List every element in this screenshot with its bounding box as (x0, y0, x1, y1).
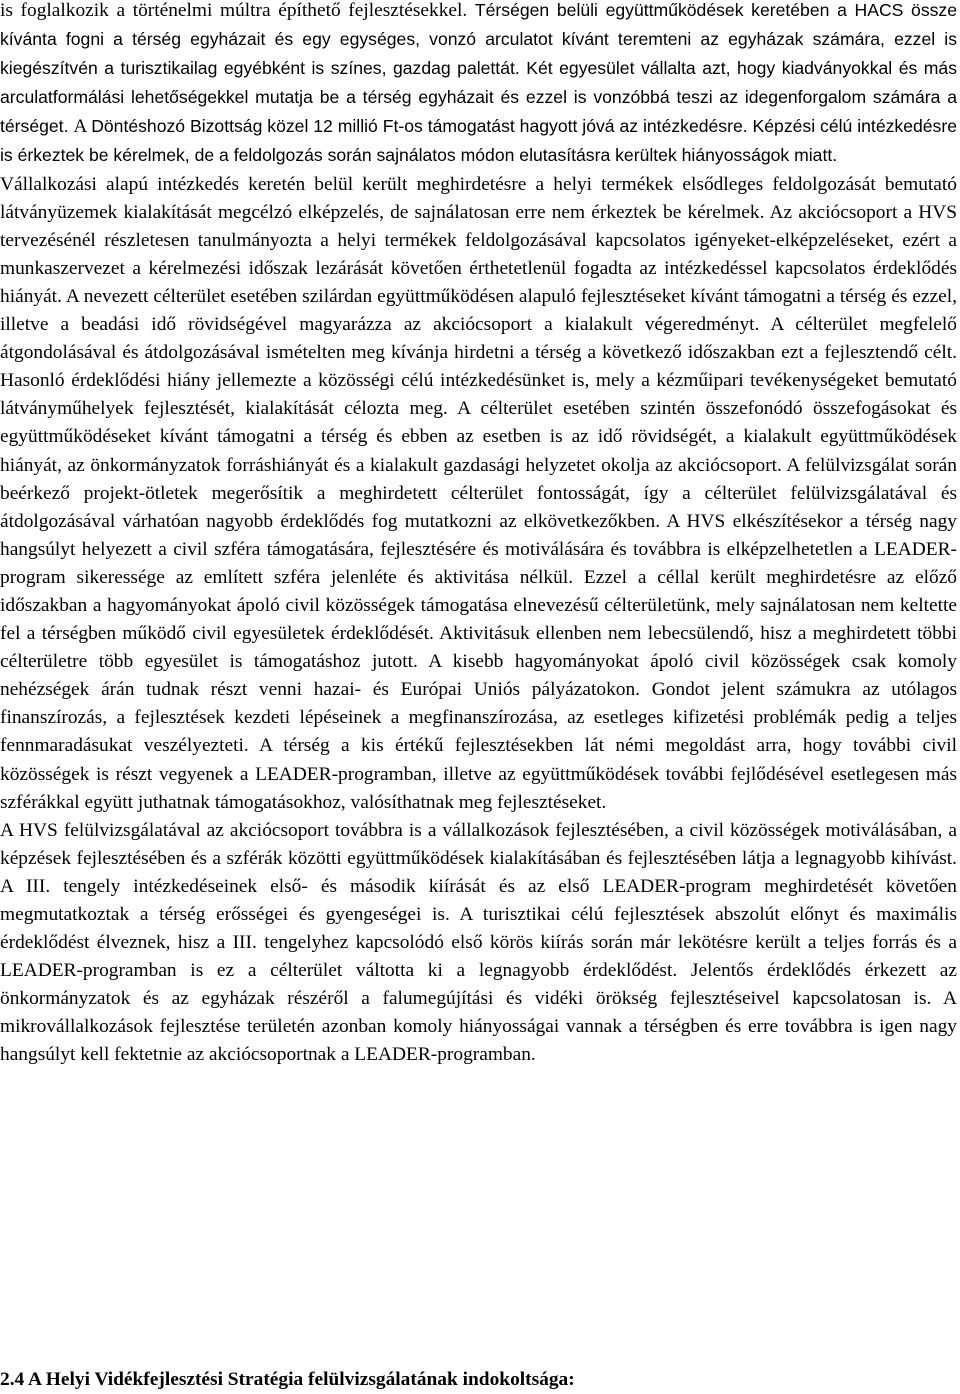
section-heading: 2.4 A Helyi Vidékfejlesztési Stratégia felülvizsgálatának indokoltsága: (0, 1369, 575, 1390)
paragraph-text-segment: is foglalkozik a történelmi múltra építhető fejlesztésekkel. (0, 0, 475, 21)
paragraph-hvs-review (0, 817, 957, 1070)
paragraph-text-segment: A HVS felülvizsgálatával az akciócsoport továbbra is a vállalkozások fejlesztésében, a civil közösségek motiválásában, a képzések fejlesztésében és a szférák közötti együttműködések kialakításában és fejlesztésében látja a legnagyobb kihívást. A III. tengely intézkedéseinek első- és második kiírását és az első LEADER-program meghirdetését követően megmutatkoztak a térség erősségei és gyengeségei is. A turisztikai célú fejlesztések abszolút előnyt és maximális érdeklődést élveznek, hisz a III. tengelyhez kapcsolódó első körös kiírás során már lekötésre került a teljes forrás és a LEADER-programban is ez a célterület váltotta ki a legnagyobb érdeklődést. Jelentős érdeklődés érkezett az önkormányzatok és az egyházak részéről a falumegújítási és vidéki örökség fejlesztéseivel kapcsolatosan is. A mikrovállalkozások fejlesztése területén azonban komoly hiányosságai vannak a térségben és erre továbbra is igen nagy hangsúlyt kell fektetnie az akciócsoportnak a LEADER-programban. (0, 819, 957, 1066)
paragraph-text-segment: Döntéshozó Bizottság közel 12 millió Ft-os támogatást hagyott jóvá az intézkedésre. Képzési célú intézkedésre is érkeztek be kérelmek, de a feldolgozás során sajnálatos módon elutasításra kerültek hiányosságok miatt. (0, 116, 957, 166)
paragraph-enterprise (0, 171, 957, 817)
paragraph-text-segment: A (73, 116, 92, 138)
paragraph-text-segment: Térségen belüli együttműködések keretében a HACS össze kívánta fogni a térség egyházait és egy egységes, vonzó arculatot kívánt teremteni az egyházak számára, ezzel is kiegészítvén a turisztikailag egyébként is színes, gazdag palettát. Két egyesület vállalta azt, hogy kiadványokkal és más arculatformálási lehetőségekkel mutatja be a térség egyházait és ezzel is vonzóbbá teszi az idegenforgalom számára a térséget. (0, 0, 957, 137)
paragraph-text-segment: Vállalkozási alapú intézkedés keretén belül került meghirdetésre a helyi termékek elsődleges feldolgozását bemutató látványüzemek kialakítását megcélzó elképzelés, de sajnálatosan erre nem érkeztek be kérelmek. Az akciócsoport a HVS tervezésénél részletesen tanulmányozta a helyi termékek feldolgozásával kapcsolatos igényeket-elképzeléseket, ezért a munkaszervezet a kérelmezési időszak lezárását követően érthetetlenül fogadta az intézkedéssel kapcsolatos érdeklődés hiányát. A nevezett célterület esetében szilárdan együttműködésen alapuló fejlesztéseket kívánt támogatni a térség és ezzel, illetve a beadási idő rövidségével magyarázza az akciócsoport a kialakult végeredményt. A célterület megfelelő átgondolásával és átdolgozásával ismételten meg kívánja hirdetni a térség a következő időszakban ezt a fejlesztendő célt. Hasonló érdeklődési hiány jellemezte a közösségi célú intézkedésünket is, mely a kézműipari tevékenységeket bemutató látványműhelyek fejlesztését, kialakítását célozta meg. A célterület esetében szintén összefonódó összefogásokat és együttműködéseket kívánt támogatni a térség és ebben az esetben is az idő rövidségét, a kialakult együttműködések hiányát, az önkormányzatok forráshiányát és a kialakult gazdasági helyzetet okolja az akciócsoport. A felülvizsgálat során beérkező projekt-ötletek megerősítik a meghirdetett célterület fontosságát, így a célterület felülvizsgálatával és átdolgozásával várhatóan nagyobb érdeklődés fog mutatkozni az elkövetkezőkben. A HVS elkészítésekor a térség nagy hangsúlyt helyezett a civil szféra támogatására, fejlesztésére és motiválására és továbbra is elképzelhetetlen a LEADER-program sikeressége az említett szféra jelenléte és aktivitása nélkül. Ezzel a céllal került meghirdetésre az előző időszakban a hagyományokat ápoló civil közösségek támogatása elnevezésű célterületünk, mely sajnálatosan nem keltette fel a térségben működő civil egyesületek érdeklődését. Aktivitásuk ellenben nem lebecsülendő, hisz a meghirdetett többi célterületre több egyesület is támogatáshoz jutott. A kisebb hagyományokat ápoló civil közösségek csak komoly nehézségek árán tudnak részt venni hazai- és Európai Uniós pályázatokon. Gondot jelent számukra az utólagos finanszírozás, a fejlesztések kezdeti lépéseinek a megfinanszírozása, az esetleges kifizetési problémák pedig a teljes fennmaradásukat veszélyezteti. A térség a kis értékű fejlesztésekben lát némi megoldást arra, hogy további civil közösségek is részt vegyenek a LEADER-programban, illetve az együttműködések további fejlődésével esetlegesen más szférákkal együtt juthatnak támogatásokhoz, valósíthatnak meg fejlesztéseket. (0, 173, 957, 813)
paragraph-cooperation (0, 0, 957, 171)
